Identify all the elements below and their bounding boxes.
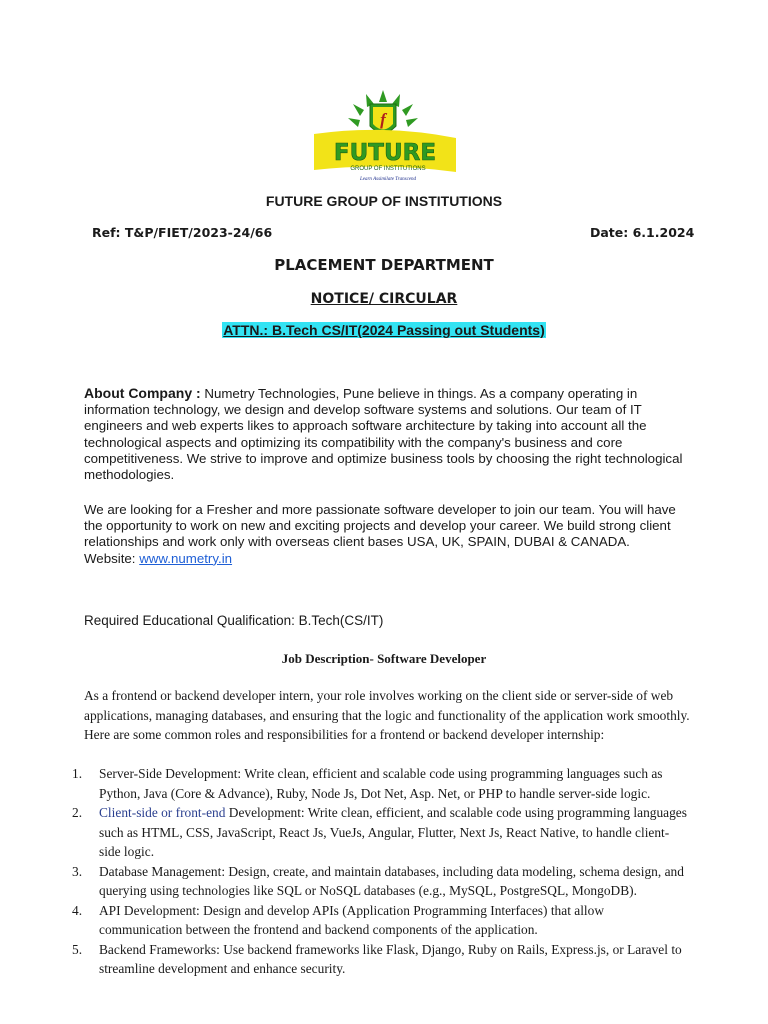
list-number: 4. bbox=[72, 902, 83, 918]
list-number: 3. bbox=[72, 863, 83, 879]
list-item bbox=[72, 862, 690, 901]
list-item-text: Database Management: Design, create, and maintain databases, including data modeling, schema design, and querying using technologies like SQL or NoSQL databases (e.g., MySQL, PostgreSQL, MongoDB). bbox=[99, 863, 684, 898]
list-item-rest: Development: Write clean, efficient, and scalable code using programming languages such as HTML, CSS, JavaScript, React Js, VueJs, Angular, Flutter, Next Js, React Native, to handle client-side logic. bbox=[99, 805, 687, 859]
logo-tagline: Learn Assimilate Transcend bbox=[359, 177, 417, 182]
attention-highlight: ATTN.: B.Tech CS/IT(2024 Passing out Students) bbox=[223, 322, 545, 338]
department-heading: PLACEMENT DEPARTMENT bbox=[274, 256, 494, 274]
website-label: Website: bbox=[84, 550, 136, 566]
list-item bbox=[72, 803, 690, 862]
list-number: 1. bbox=[72, 766, 83, 781]
about-company-paragraph bbox=[84, 385, 696, 483]
notice-title: NOTICE/ CIRCULAR bbox=[310, 291, 458, 307]
looking-for-text: We are looking for a Fresher and more passionate software developer to join our team. You will have the opportunity to work on new and exciting projects and develop your career. We build strong client relationships and work only with overseas client bases USA, UK, SPAIN, DUBAI & CANADA. bbox=[84, 502, 676, 550]
website-link[interactable]: www.numetry.in bbox=[139, 550, 233, 566]
list-item-text: Server-Side Development: Write clean, efficient and scalable code using programming languages such as Python, Java (Core & Advance), Ruby, Node Js, Dot Net, Asp. Net, or PHP to handle server-side logic. bbox=[99, 766, 663, 801]
list-number: 2. bbox=[72, 805, 83, 820]
list-item-text bbox=[99, 803, 690, 862]
future-logo bbox=[306, 90, 462, 186]
responsibilities-list bbox=[72, 764, 690, 979]
job-intro-paragraph: As a frontend or backend developer intern, your role involves working on the client side or server-side of web applications, managing databases, and ensuring that the logic and functionality of the application work smoothly. Here are some common roles and responsibilities for a frontend or backend developer internship: bbox=[84, 688, 690, 742]
notice-date: Date: 6.1.2024 bbox=[590, 225, 695, 240]
logo-brand-text: FUTURE bbox=[333, 140, 437, 166]
list-item bbox=[72, 940, 690, 979]
list-item-text: API Development: Design and develop APIs (Application Programming Interfaces) that allow communication between the frontend and backend components of the application. bbox=[99, 902, 605, 937]
qualification-line: Required Educational Qualification: B.Tech(CS/IT) bbox=[84, 613, 384, 628]
list-item-text: Backend Frameworks: Use backend frameworks like Flask, Django, Ruby on Rails, Express.js, or Laravel to streamline development and enhance security. bbox=[99, 941, 682, 976]
institution-name: FUTURE GROUP OF INSTITUTIONS bbox=[265, 193, 503, 209]
reference-number: Ref: T&P/FIET/2023-24/66 bbox=[92, 225, 273, 240]
attention-line bbox=[0, 322, 768, 340]
looking-for-paragraph bbox=[84, 502, 696, 567]
list-item bbox=[72, 901, 690, 940]
logo-sub-text: GROUP OF INSTITUTIONS bbox=[350, 166, 426, 172]
list-item bbox=[72, 764, 690, 803]
future-emblem-icon bbox=[306, 90, 462, 186]
about-company-label: About Company : bbox=[84, 385, 201, 401]
svg-text:f: f bbox=[380, 110, 386, 129]
list-number: 5. bbox=[72, 941, 83, 957]
job-description-title: Job Description- Software Developer bbox=[281, 651, 487, 666]
about-company-text: Numetry Technologies, Pune believe in things. As a company operating in information technology, we design and develop software systems and solutions. Our team of IT engineers and web experts likes to approach software architecture by taking into account all the technological aspects and optimizing its compatibility with the company's business and core competitiveness. We strive to improve and optimize business tools by choosing the right technological methodologies. bbox=[84, 386, 683, 483]
list-item-lead: Client-side or front-end bbox=[99, 805, 226, 820]
